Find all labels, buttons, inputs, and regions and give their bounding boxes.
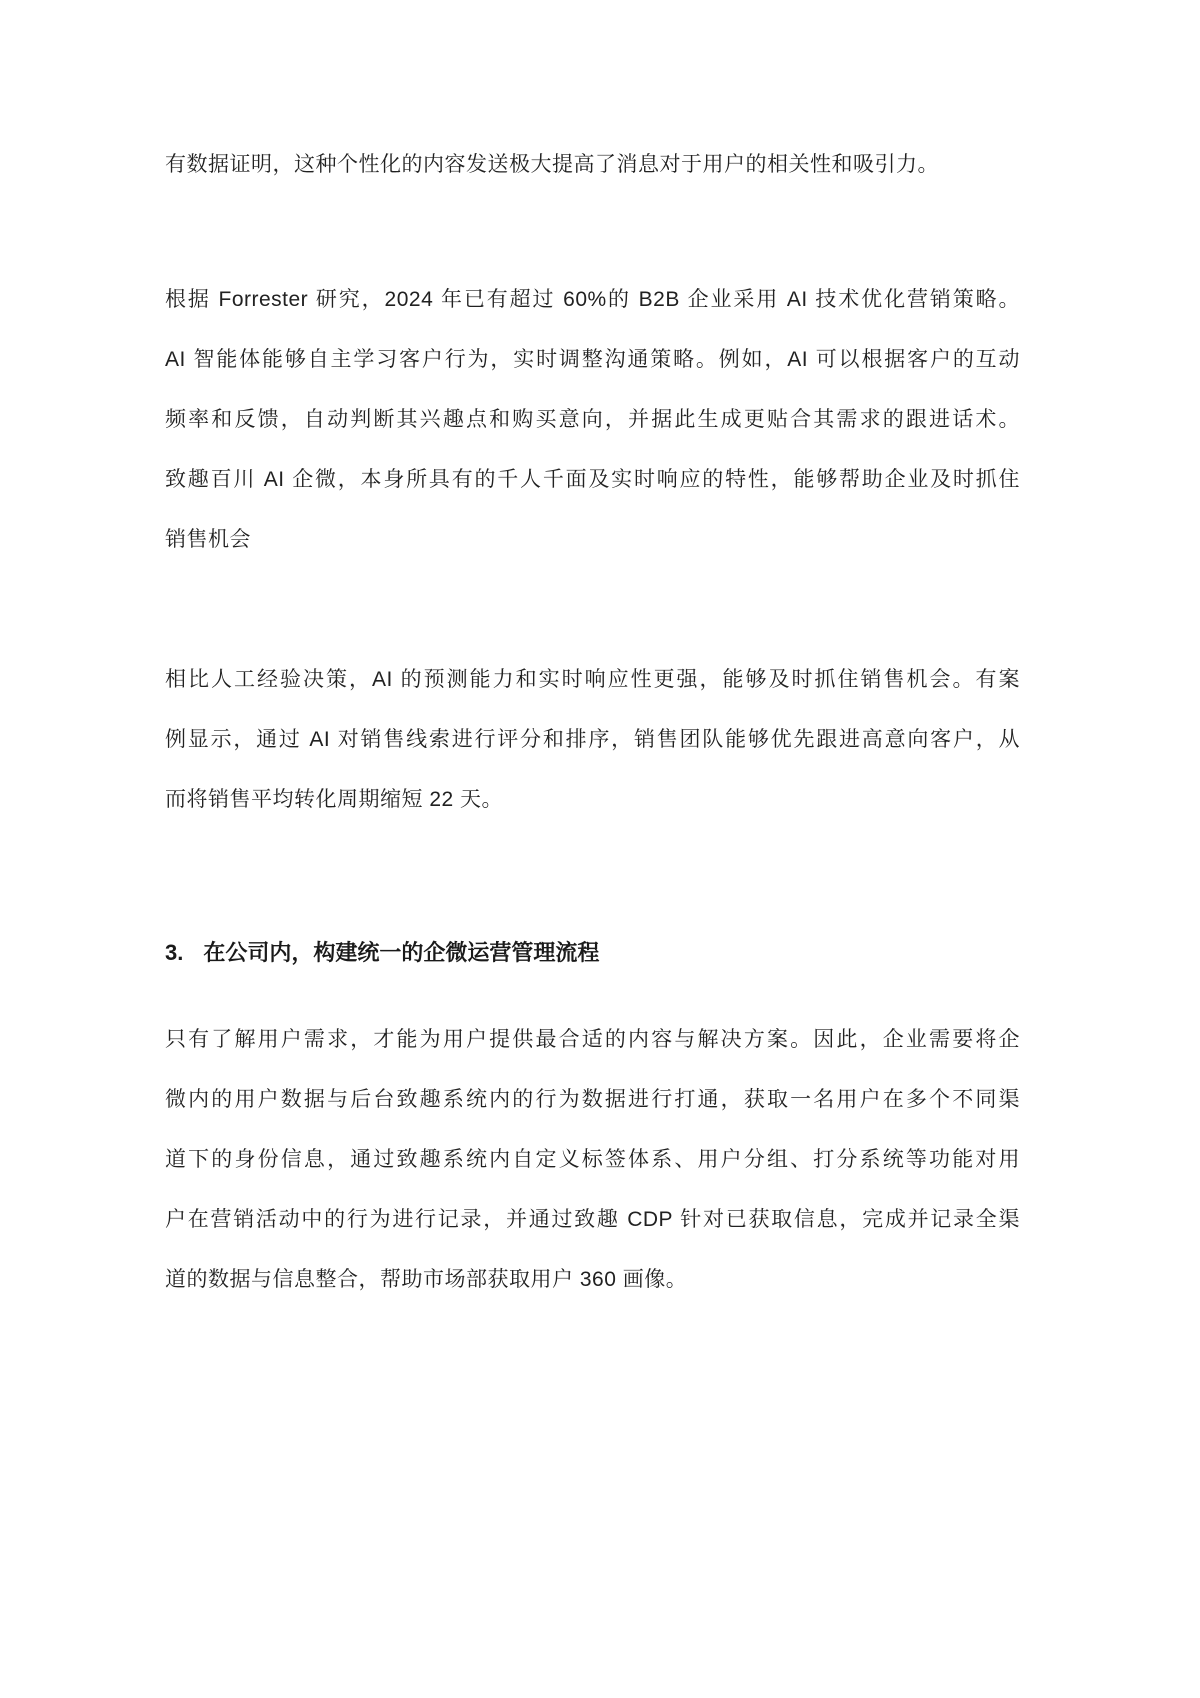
text-line: 根据 Forrester 研究，2024 年已有超过 60%的 B2B 企业采用 AI 技术优化营销策略。 (165, 288, 1020, 311)
section-number: 3. (165, 940, 184, 965)
intro-paragraph (165, 135, 1020, 195)
text-line: 频率和反馈，自动判断其兴趣点和购买意向，并据此生成更贴合其需求的跟进话术。 (165, 408, 1020, 431)
text-line: 只有了解用户需求，才能为用户提供最合适的内容与解决方案。因此，企业需要将企 (165, 1028, 1020, 1051)
text-line: AI 智能体能够自主学习客户行为，实时调整沟通策略。例如，AI 可以根据客户的互动 (165, 348, 1020, 371)
section-heading (165, 923, 1020, 983)
text-line: 户在营销活动中的行为进行记录，并通过致趣 CDP 针对已获取信息，完成并记录全渠 (165, 1208, 1020, 1231)
text-line: 销售机会 (165, 528, 251, 551)
text-line: 而将销售平均转化周期缩短 22 天。 (165, 788, 504, 811)
section-title: 在公司内，构建统一的企微运营管理流程 (203, 940, 600, 965)
ai-decision-paragraph (165, 650, 1020, 830)
text-line: 有数据证明，这种个性化的内容发送极大提高了消息对于用户的相关性和吸引力。 (165, 153, 939, 176)
text-line: 相比人工经验决策，AI 的预测能力和实时响应性更强，能够及时抓住销售机会。有案 (165, 668, 1020, 691)
text-line: 道的数据与信息整合，帮助市场部获取用户 360 画像。 (165, 1268, 688, 1291)
text-line: 微内的用户数据与后台致趣系统内的行为数据进行打通，获取一名用户在多个不同渠 (165, 1088, 1020, 1111)
text-line: 道下的身份信息，通过致趣系统内自定义标签体系、用户分组、打分系统等功能对用 (165, 1148, 1020, 1171)
text-line: 致趣百川 AI 企微，本身所具有的千人千面及实时响应的特性，能够帮助企业及时抓住 (165, 468, 1020, 491)
forrester-research-paragraph (165, 270, 1020, 570)
text-line: 例显示，通过 AI 对销售线索进行评分和排序，销售团队能够优先跟进高意向客户，从 (165, 728, 1020, 751)
unified-operation-paragraph (165, 1010, 1020, 1310)
